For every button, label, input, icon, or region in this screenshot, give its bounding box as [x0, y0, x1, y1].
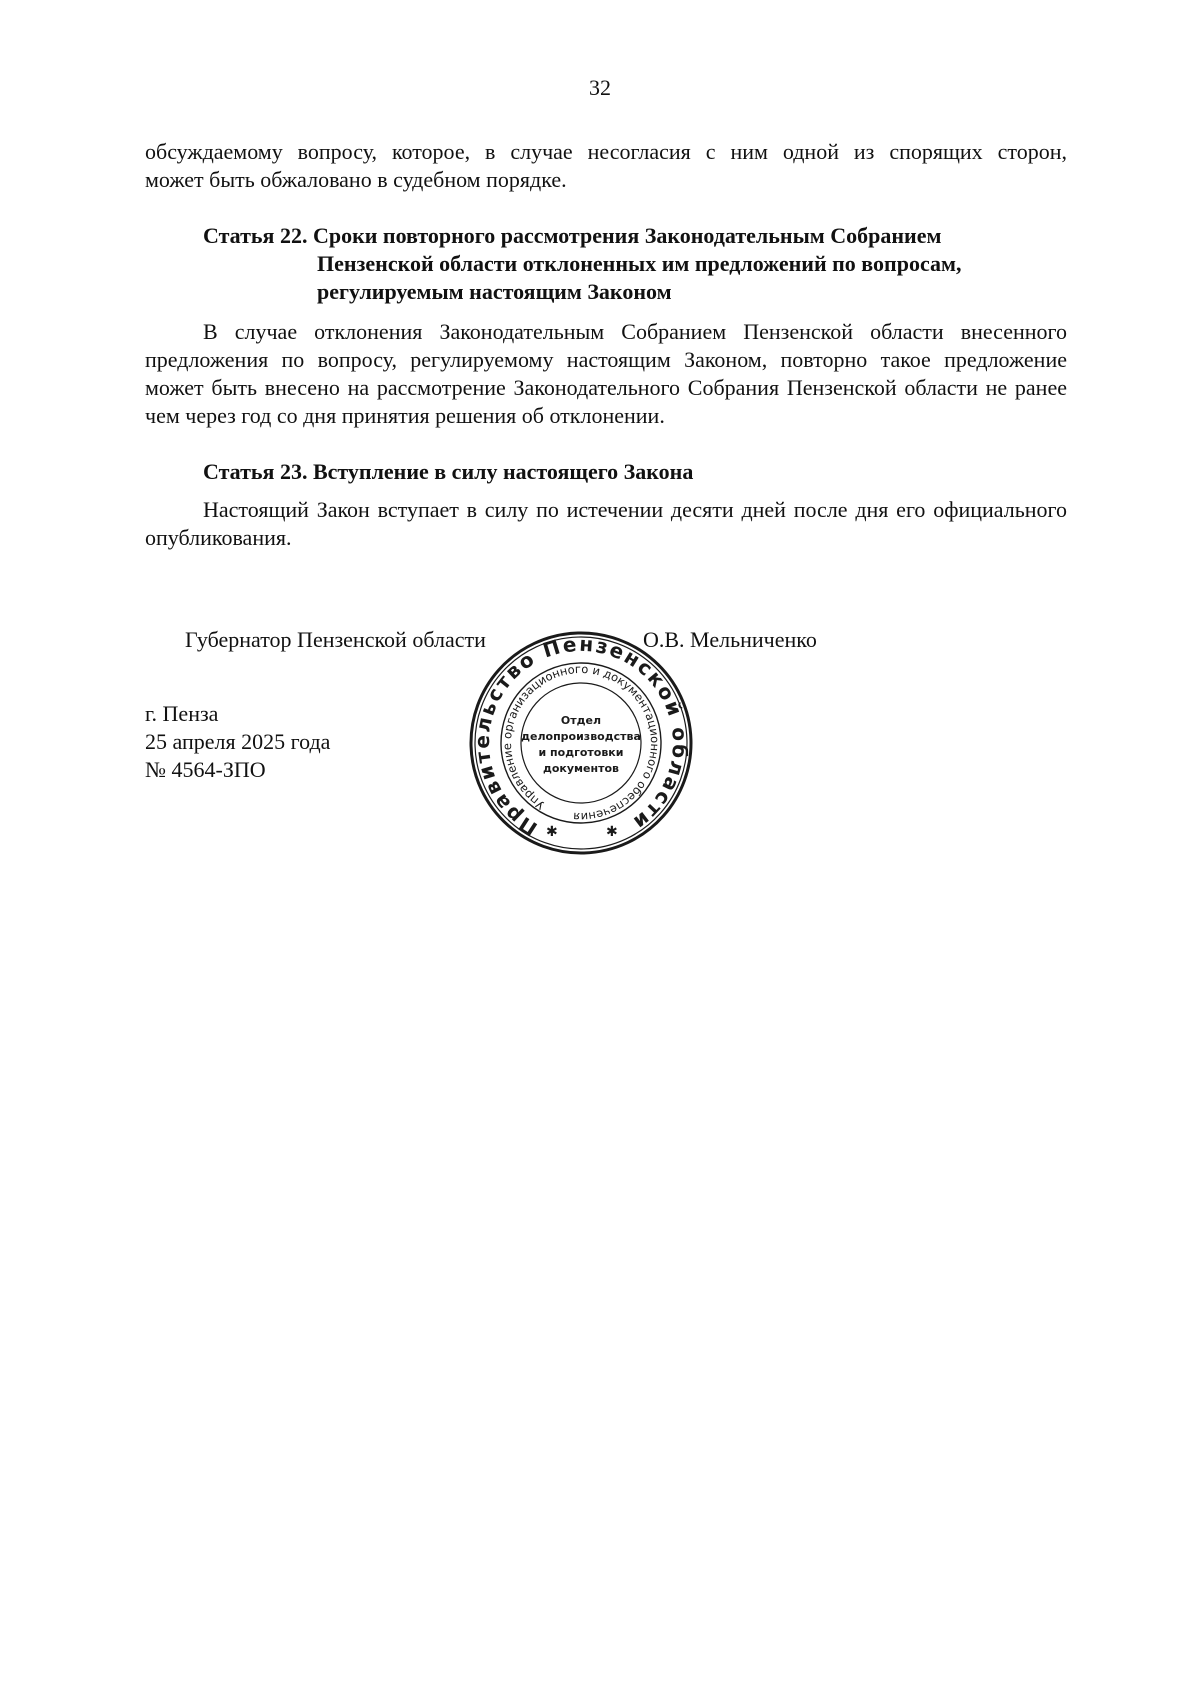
article-22-heading-line-3: регулируемым настоящим Законом [317, 279, 672, 304]
signature-title: Губернатор Пензенской области [185, 627, 486, 652]
continuation-line-1: обсуждаемому вопросу, которое, в случае несогласия с ним одной из спорящих сторон, [145, 139, 1067, 164]
meta-number: № 4564-ЗПО [145, 757, 266, 782]
article-22-heading-line-2: Пензенской области отклоненных им предложений по вопросам, [317, 251, 962, 276]
seal-star-icon: ✱ [546, 824, 558, 840]
page-number: 32 [589, 75, 611, 100]
signature-name: О.В. Мельниченко [643, 627, 817, 652]
article-23-heading [203, 458, 693, 486]
meta-date: 25 апреля 2025 года [145, 729, 331, 754]
article-23-paragraph: Настоящий Закон вступает в силу по истечении десяти дней после дня его официального опубликования. [145, 497, 1067, 550]
article-22-heading [203, 222, 961, 306]
document-meta [145, 700, 330, 784]
article-23-body [145, 496, 1067, 552]
article-22-paragraph: В случае отклонения Законодательным Собранием Пензенской области внесенного предложения по вопросу, регулируемому настоящим Законом, повторно такое предложение может быть внесено на рассмотрение Законодательного Собрания Пензенской области не ранее чем через год со дня принятия решения об отклонении. [145, 319, 1067, 428]
seal-center-line-3: и подготовки [538, 746, 624, 759]
article-22-body [145, 318, 1067, 430]
article-23-heading-line: Статья 23. Вступление в силу настоящего Закона [203, 459, 694, 484]
article-22-heading-line-1: Статья 22. Сроки повторного рассмотрения Законодательным Собранием [203, 223, 942, 248]
meta-city: г. Пенза [145, 701, 219, 726]
official-seal [468, 630, 694, 856]
seal-inner-ring-text: Управление организационного и документационного обеспечения [499, 661, 663, 825]
seal-graphic [468, 630, 694, 856]
continuation-paragraph [145, 138, 1067, 194]
continuation-line-2: может быть обжаловано в судебном порядке. [145, 167, 567, 192]
seal-center-line-1: Отдел [560, 714, 602, 727]
seal-outer-ring-text: Правительство Пензенской области [469, 631, 693, 842]
seal-center-line-4: документов [542, 762, 620, 775]
seal-star-icon: ✱ [606, 824, 618, 840]
seal-center-line-2: делопроизводства [521, 730, 641, 743]
